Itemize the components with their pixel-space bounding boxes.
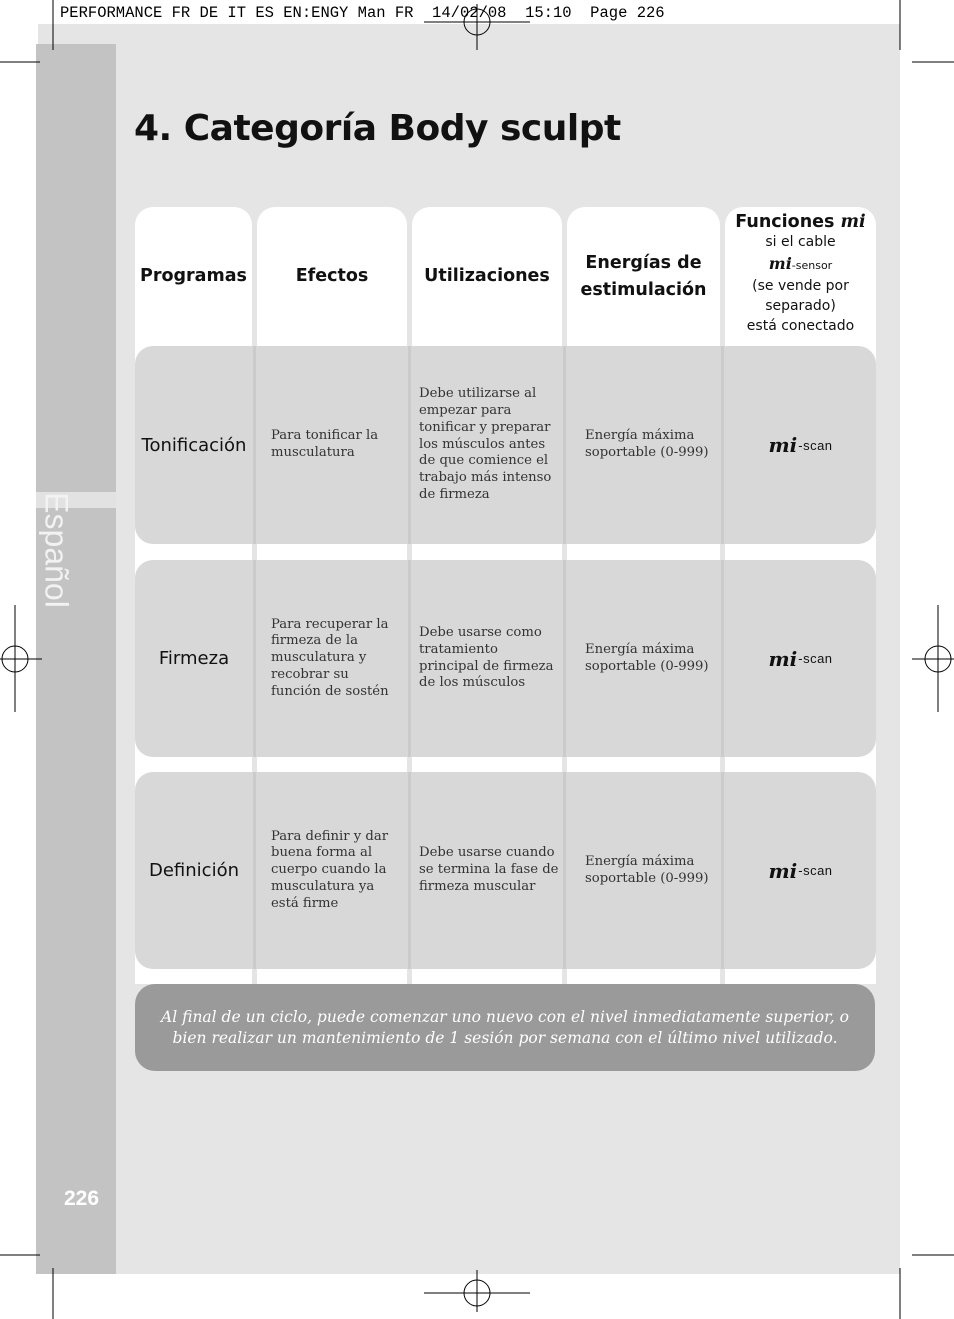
use-text: Debe utilizarse al empezar para tonificar y preparar los músculos antes de que comience el trabajo más intenso de firmeza: [419, 386, 552, 502]
header-energias: Energías de estimulación: [580, 253, 707, 300]
cycle-note: Al final de un ciclo, puede comenzar uno nuevo con el nivel inmediatamente superior, o bien realizar un mantenimiento de 1 sesión por semana con el último nivel utilizado.: [135, 984, 875, 1071]
mi-logo-icon: mi: [768, 433, 798, 457]
use-text: Debe usarse como tratamiento principal de firmeza de los músculos: [419, 624, 554, 691]
energy-text: Energía máxima soportable (0-999): [585, 853, 709, 886]
header-utilizaciones: Utilizaciones: [424, 266, 550, 287]
page-title: 4. Categoría Body sculpt: [134, 108, 621, 149]
mi-logo-icon: mi: [768, 858, 798, 883]
mi-scan-function: mi -scan: [768, 646, 833, 671]
header-efectos: Efectos: [295, 266, 369, 287]
mi-logo-icon: mi: [840, 212, 866, 232]
program-name: Firmeza: [158, 648, 230, 669]
effect-text: Para definir y dar buena forma al cuerpo cuando la musculatura ya está firme: [271, 828, 388, 911]
energy-text: Energía máxima soportable (0-999): [585, 428, 709, 460]
use-text: Debe usarse cuando se termina la fase de firmeza muscular: [419, 845, 559, 894]
program-name: Definición: [149, 860, 239, 881]
effect-text: Para recuperar la firmeza de la musculatura y recobrar su función de sostén: [271, 616, 389, 699]
print-slug: PERFORMANCE FR DE IT ES EN:ENGY Man FR 14/02/08 15:10 Page 226: [60, 4, 665, 22]
header-programas: Programas: [140, 266, 247, 287]
header-funciones: Funciones mi si el cable mi-sensor (se vende por separado) está conectado: [735, 212, 866, 335]
energy-text: Energía máxima soportable (0-999): [585, 641, 709, 674]
mi-scan-function: mi -scan: [768, 433, 833, 457]
mi-logo-icon: mi: [768, 254, 792, 274]
effect-text: Para tonificar la musculatura: [271, 428, 379, 460]
program-name: Tonificación: [141, 434, 247, 456]
mi-logo-icon: mi: [768, 646, 798, 671]
page-number: 226: [64, 1187, 100, 1210]
mi-scan-function: mi -scan: [768, 858, 833, 883]
